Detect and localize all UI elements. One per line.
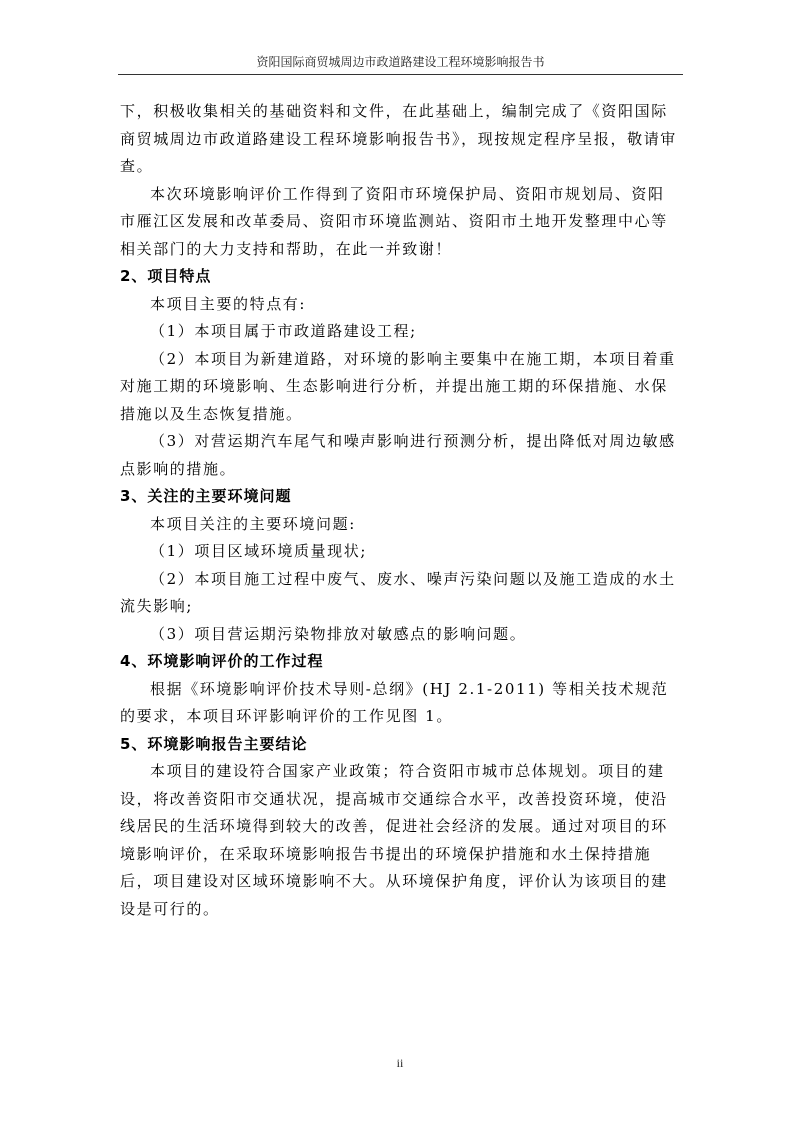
acknowledgement-paragraph: 本次环境影响评价工作得到了资阳市环境保护局、资阳市规划局、资阳市雁江区发展和改革委局、资阳市环境监测站、资阳市土地开发整理中心等相关部门的大力支持和帮助，在此一并致谢！ (120, 184, 668, 258)
list-item: （3）对营运期汽车尾气和噪声影响进行预测分析，提出降低对周边敏感点影响的措施。 (120, 432, 676, 478)
section-heading-environmental-issues: 3、关注的主要环境问题 (120, 487, 292, 505)
section-heading-main-conclusions: 5、环境影响报告主要结论 (120, 734, 308, 753)
list-item: （2）本项目施工过程中废气、废水、噪声污染问题以及施工造成的水土流失影响; (120, 569, 676, 615)
section-heading-project-features: 2、项目特点 (120, 267, 212, 285)
page-header: 资阳国际商贸城周边市政道路建设工程环境影响报告书 (256, 55, 545, 69)
section-lead: 本项目关注的主要环境问题: (150, 514, 356, 533)
work-process-paragraph: 根据《环境影响评价技术导则-总纲》(HJ 2.1-2011) 等相关技术规范的要求，本项目环评影响评价的工作见图 1。 (120, 679, 669, 725)
section-lead: 本项目主要的特点有: (150, 294, 307, 313)
list-item: （1）项目区域环境质量现状; (150, 542, 367, 560)
document-body (120, 98, 680, 923)
conclusion-paragraph: 本项目的建设符合国家产业政策；符合资阳市城市总体规划。项目的建设，将改善资阳市交通状况，提高城市交通综合水平，改善投资环境，使沿线居民的生活环境得到较大的改善，促进社会经济的发展。通过对项目的环境影响评价，在采取环境影响报告书提出的环境保护措施和水土保持措施后，项目建设对区域环境影响不大。从环境保护角度，评价认为该项目的建设是可行的。 (120, 762, 668, 918)
intro-paragraph-continued: 下，积极收集相关的基础资料和文件，在此基础上，编制完成了《资阳国际商贸城周边市政道路建设工程环境影响报告书》，现按规定程序呈报，敬请审查。 (120, 102, 677, 175)
header-divider (118, 74, 683, 75)
section-heading-work-process: 4、环境影响评价的工作过程 (120, 652, 324, 670)
page-number: ii (396, 1056, 404, 1070)
list-item: （1）本项目属于市政道路建设工程; (150, 322, 417, 340)
list-item: （2）本项目为新建道路，对环境的影响主要集中在施工期，本项目着重对施工期的环境影响、生态影响进行分析，并提出施工期的环保措施、水保措施以及生态恢复措施。 (120, 349, 676, 423)
list-item: （3）项目营运期污染物排放对敏感点的影响问题。 (150, 624, 527, 643)
